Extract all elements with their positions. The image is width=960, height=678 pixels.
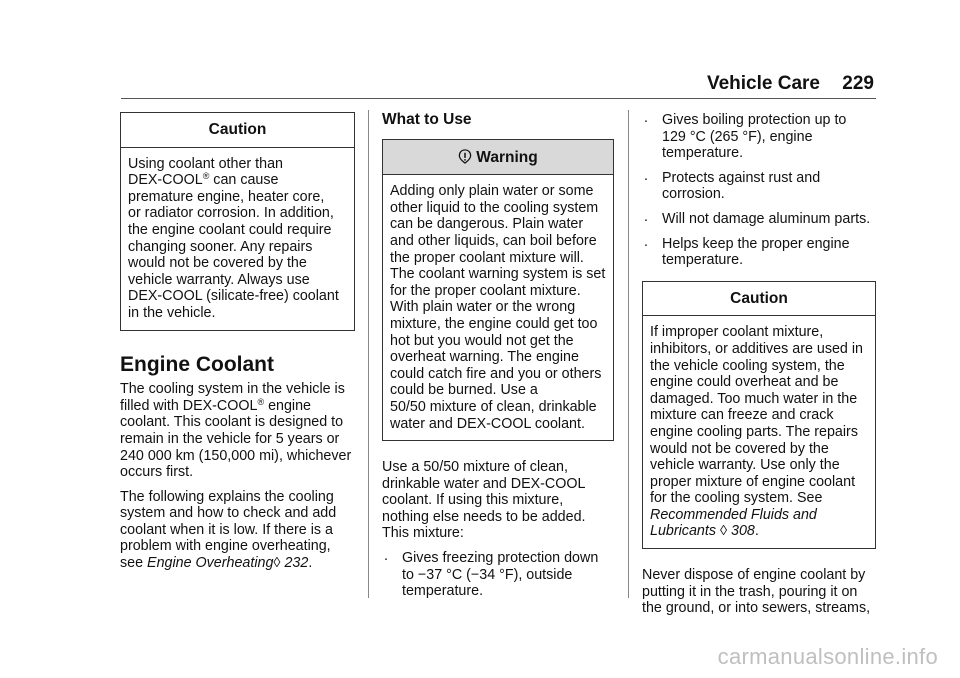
page-ref-arrow: ◊	[719, 523, 728, 540]
link-page-308[interactable]: 308	[727, 523, 755, 540]
caution-line: damaged. Too much water in the	[650, 390, 858, 407]
warning-icon	[458, 149, 472, 164]
warning-line: can be dangerous. Plain water	[390, 216, 584, 233]
bullet-mark: .	[644, 110, 648, 126]
list-item: . Gives boiling protection up to 129 °C (265 °F), engine temperature.	[644, 110, 847, 162]
link-page-232[interactable]: 232	[280, 555, 309, 572]
caution-title: Caution	[643, 282, 875, 317]
column-middle	[382, 112, 614, 608]
column-divider	[368, 110, 369, 598]
bullet-mark: .	[644, 233, 648, 250]
list-item: . Will not damage aluminum parts.	[644, 208, 871, 227]
caution-line: would not be covered by the	[128, 255, 307, 272]
warning-line: the proper coolant mixture will.	[390, 249, 584, 266]
section-title: Vehicle Care	[706, 73, 820, 94]
paragraph: Never dispose of engine coolant by putting it in the trash, pouring it on the ground, or into sewers, streams,	[642, 567, 871, 617]
caution-line: inhibitors, or additives are used in	[650, 340, 863, 357]
caution-line: vehicle warranty. Use only the	[650, 457, 840, 474]
page-ref-arrow: ◊	[273, 555, 281, 572]
caution-title: Caution	[121, 113, 354, 148]
caution-line: the vehicle cooling system, the	[650, 357, 845, 374]
warning-line: other liquid to the cooling system	[390, 199, 599, 216]
caution-line: changing sooner. Any repairs	[128, 238, 313, 255]
column-left	[120, 112, 355, 580]
caution-line: engine could overheat and be	[650, 374, 839, 391]
caution-line: DEX-COOL® can cause	[128, 171, 279, 189]
paragraph: The following explains the cooling system and how to check and add coolant when it is low. If there is a problem with engine overheating, see Engine Overheating◊ 232.	[120, 488, 337, 572]
warning-line: Adding only plain water or some	[390, 183, 594, 200]
page-number: 229	[842, 73, 874, 94]
caution-body	[121, 148, 354, 330]
warning-line: for the proper coolant mixture.	[390, 282, 581, 299]
link-engine-overheating[interactable]: Engine Overheating	[147, 555, 274, 572]
warning-box	[382, 139, 614, 442]
warning-line: could catch fire and you or others	[390, 365, 602, 382]
paragraph: Use a 50/50 mixture of clean, drinkable water and DEX-COOL coolant. If using this mixture, nothing else needs to be added. This mixture:	[382, 459, 586, 542]
caution-line: for the cooling system. See	[650, 490, 823, 507]
warning-body	[383, 175, 613, 440]
caution-body	[643, 316, 875, 548]
caution-line: in the vehicle.	[128, 304, 216, 321]
list-item: . Gives freezing protection down to −37 °C (−34 °F), outside temperature.	[384, 548, 599, 600]
warning-line: hot but you would not get the	[390, 332, 574, 349]
warning-line: 50/50 mixture of clean, drinkable	[390, 398, 597, 415]
warning-line: The coolant warning system is set	[390, 266, 606, 283]
caution-line: vehicle warranty. Always use	[128, 271, 310, 288]
column-right	[642, 112, 876, 625]
caution-line: the engine coolant could require	[128, 221, 332, 238]
bullet-mark: .	[644, 167, 648, 184]
caution-box	[120, 112, 355, 331]
column-divider	[628, 110, 629, 598]
warning-line: and other liquids, can boil before	[390, 232, 597, 249]
caution-line: DEX-COOL (silicate-free) coolant	[128, 288, 339, 305]
warning-line: could be burned. Use a	[390, 382, 538, 399]
caution-line: Using coolant other than	[128, 155, 283, 172]
caution-line: engine cooling parts. The repairs	[650, 423, 858, 440]
caution-line: or radiator corrosion. In addition,	[128, 205, 334, 222]
watermark: carmanualsonline.info	[717, 644, 938, 669]
bullet-mark: .	[644, 208, 648, 225]
caution-box	[642, 281, 876, 549]
caution-line: would not be covered by the	[650, 440, 829, 457]
list-item: . Protects against rust and corrosion.	[644, 167, 821, 203]
section-heading: Engine Coolant	[120, 352, 274, 376]
link-lubricants[interactable]: Lubricants	[650, 523, 716, 540]
warning-line: With plain water or the wrong	[390, 299, 576, 316]
warning-header	[383, 140, 613, 176]
paragraph: The cooling system in the vehicle is filled with DEX-COOL® engine coolant. This coolant is designed to remain in the vehicle for 5 years or 240 000 km (150,000 mi), whichever occurs first.	[120, 381, 352, 481]
caution-line: If improper coolant mixture,	[650, 324, 824, 341]
bullet-mark: .	[384, 548, 388, 565]
link-recommended-fluids[interactable]: Recommended Fluids and	[650, 506, 817, 523]
list-item: . Helps keep the proper engine temperature.	[644, 233, 850, 269]
warning-title: Warning	[476, 148, 538, 166]
warning-line: water and DEX-COOL coolant.	[390, 415, 585, 432]
warning-line: mixture, the engine could get too	[390, 315, 598, 332]
caution-line: premature engine, heater core,	[128, 188, 325, 205]
page-header	[0, 0, 960, 100]
caution-line: proper mixture of engine coolant	[650, 473, 856, 490]
subsection-heading: What to Use	[382, 111, 472, 128]
warning-line: overheat warning. The engine	[390, 349, 579, 366]
caution-line: Lubricants ◊ 308.	[650, 523, 759, 540]
caution-line: mixture can freeze and crack	[650, 407, 834, 424]
header-rule	[121, 98, 876, 99]
